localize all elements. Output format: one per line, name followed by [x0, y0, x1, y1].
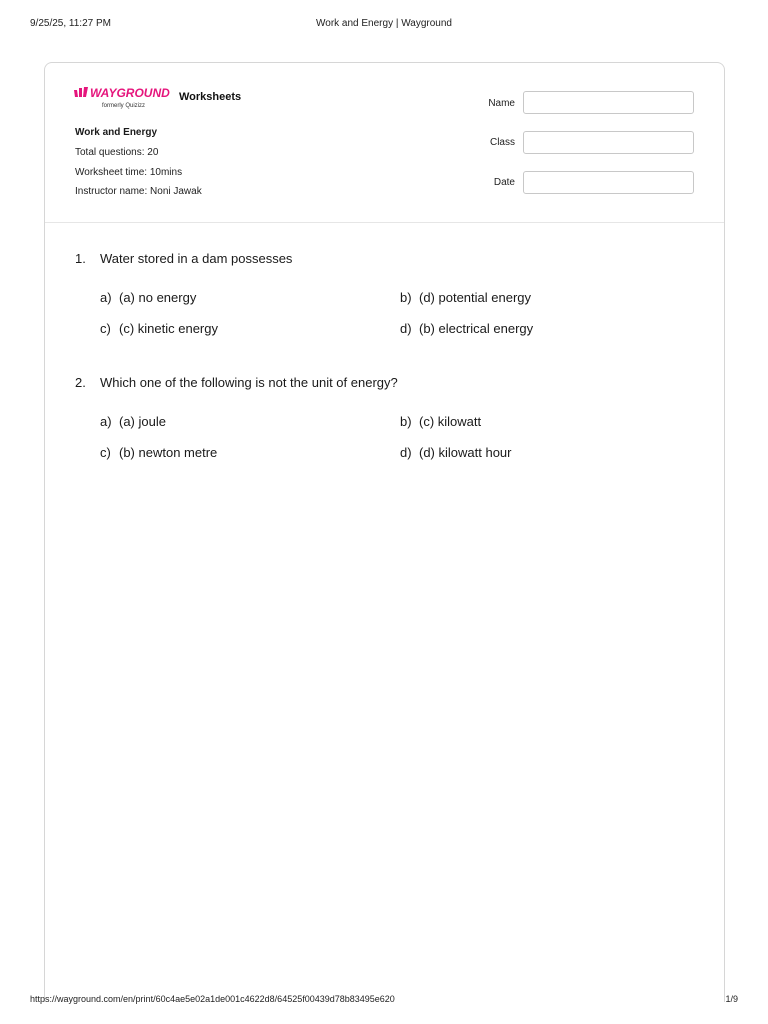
worksheet-header [45, 63, 724, 223]
print-url: https://wayground.com/en/print/60c4ae5e02a1de001c4622d8/64525f00439d78b83495e620 [30, 994, 395, 1004]
option-letter: b) [400, 414, 412, 429]
name-label: Name [488, 98, 515, 109]
option-text: (c) kilowatt [419, 414, 482, 429]
option-letter: c) [100, 445, 111, 460]
option-item [100, 321, 218, 336]
question-text: Water stored in a dam possesses [100, 251, 293, 266]
option-letter: a) [100, 414, 112, 429]
option-item [400, 290, 531, 305]
logo-wordmark: WAYGROUND [90, 86, 170, 100]
logo-subtext: formerly Quizizz [102, 103, 146, 109]
option-letter: d) [400, 321, 412, 336]
option-text: (c) kinetic energy [119, 321, 218, 336]
option-letter: c) [100, 321, 111, 336]
option-letter: b) [400, 290, 412, 305]
option-letter: d) [400, 445, 412, 460]
option-text: (d) kilowatt hour [419, 445, 512, 460]
option-item [400, 321, 533, 336]
page-number: 1/9 [725, 994, 738, 1004]
date-field[interactable] [523, 171, 694, 194]
total-questions: Total questions: 20 [75, 147, 159, 158]
print-footer [0, 994, 768, 1008]
worksheet-card [44, 62, 725, 1002]
option-text: (d) potential energy [419, 290, 532, 305]
worksheet-title: Work and Energy [75, 127, 158, 138]
print-datetime: 9/25/25, 11:27 PM [30, 18, 111, 29]
option-item [400, 414, 481, 429]
question-number: 1. [75, 251, 86, 266]
print-page-title: Work and Energy | Wayground [316, 18, 452, 29]
question-text: Which one of the following is not the unit of energy? [100, 375, 398, 390]
print-header [0, 18, 768, 32]
option-text: (b) electrical energy [419, 321, 534, 336]
name-field[interactable] [523, 91, 694, 114]
option-text: (a) no energy [119, 290, 197, 305]
worksheet-time: Worksheet time: 10mins [75, 167, 183, 178]
instructor-name: Instructor name: Noni Jawak [75, 186, 202, 197]
date-label: Date [493, 177, 515, 188]
option-text: (b) newton metre [119, 445, 218, 460]
option-item [100, 414, 166, 429]
class-field[interactable] [523, 131, 694, 154]
question-number: 2. [75, 375, 86, 390]
option-item [100, 290, 196, 305]
option-item [100, 445, 217, 460]
section-label: Worksheets [179, 91, 242, 103]
wayground-logo [74, 85, 174, 115]
class-label: Class [489, 137, 515, 148]
option-item [400, 445, 511, 460]
option-text: (a) joule [119, 414, 166, 429]
option-letter: a) [100, 290, 112, 305]
